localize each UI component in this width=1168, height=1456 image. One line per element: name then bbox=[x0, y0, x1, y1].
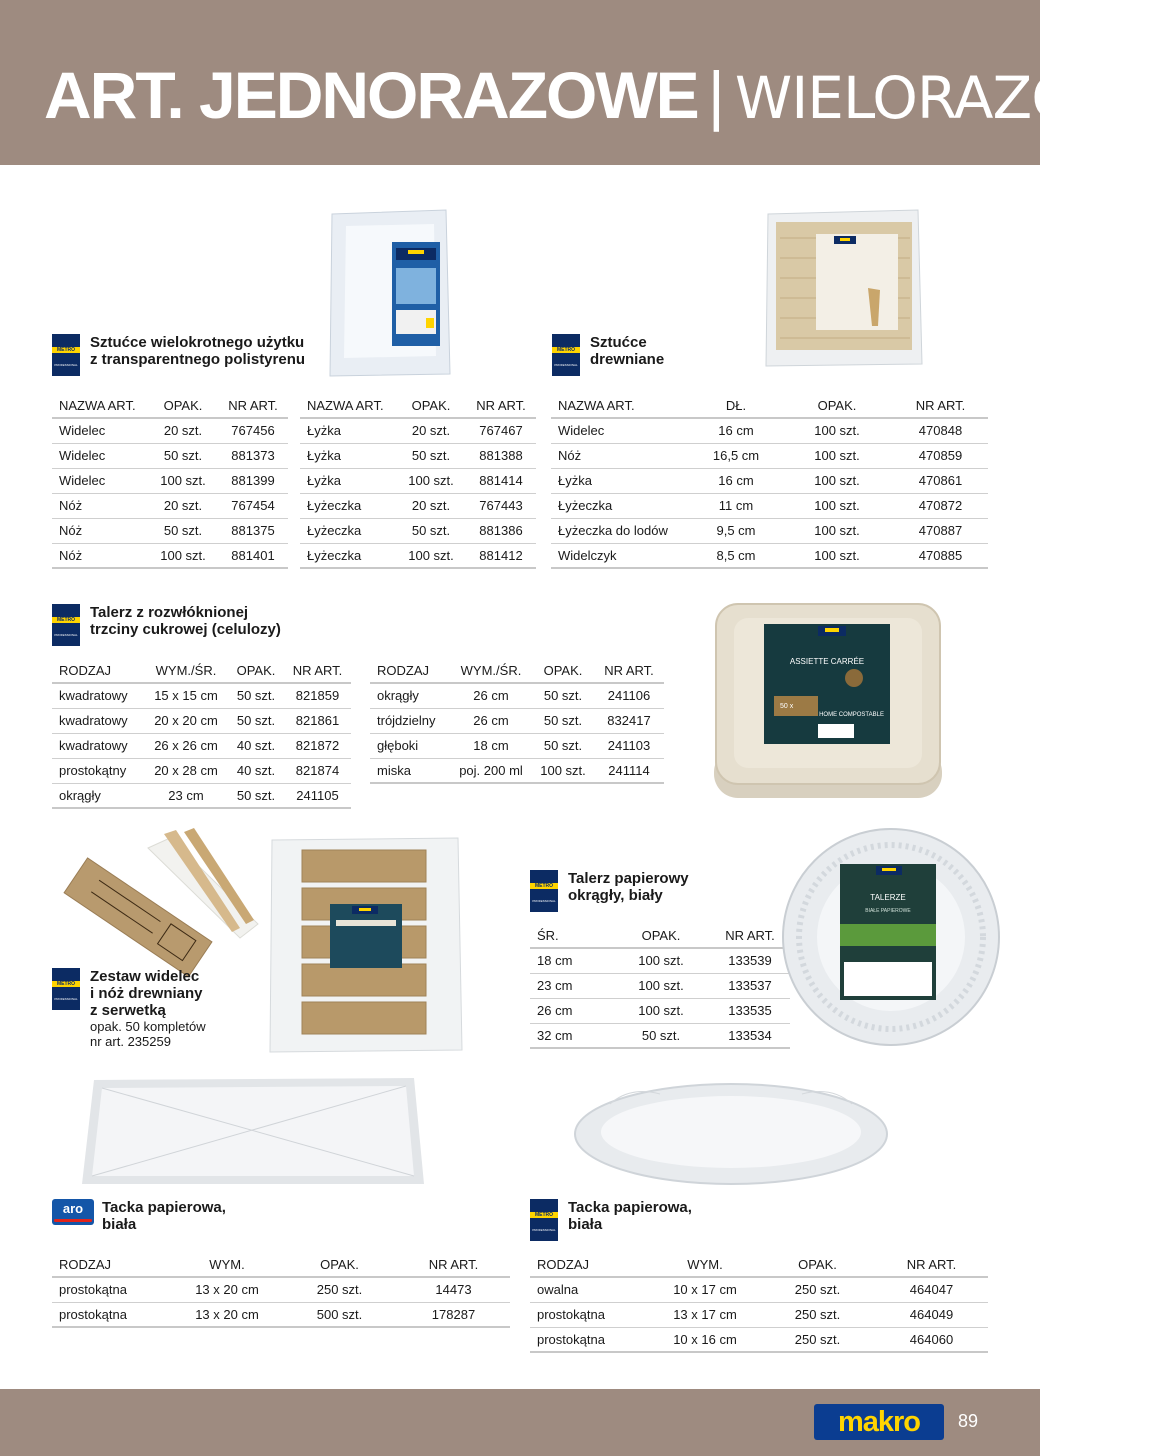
wooden-forks-image bbox=[764, 208, 924, 368]
table-cell: 464047 bbox=[875, 1277, 988, 1302]
table-row bbox=[300, 518, 536, 543]
table-cell: 821861 bbox=[284, 708, 351, 733]
polystyrene-title-line2: z transparentnego polistyrenu bbox=[90, 351, 306, 368]
table-cell: 241114 bbox=[594, 758, 664, 783]
table-cell: 100 szt. bbox=[148, 543, 218, 568]
table-cell: Łyżka bbox=[300, 468, 396, 493]
table-row bbox=[370, 733, 664, 758]
table-cell: 50 szt. bbox=[228, 708, 284, 733]
set-note-pack: opak. 50 kompletów bbox=[90, 1019, 206, 1034]
table-row bbox=[52, 733, 351, 758]
table-row bbox=[52, 683, 351, 708]
sugarcane-title-line1: Talerz z rozwłóknionej bbox=[90, 604, 249, 621]
table-cell: 18 cm bbox=[450, 733, 532, 758]
paper-plate-table bbox=[530, 923, 790, 1049]
table-cell: 832417 bbox=[594, 708, 664, 733]
table-cell: prostokątna bbox=[52, 1302, 172, 1327]
column-header: NAZWA ART. bbox=[300, 393, 396, 418]
column-header: OPAK. bbox=[396, 393, 466, 418]
table-row bbox=[530, 1327, 988, 1352]
table-cell: 178287 bbox=[397, 1302, 510, 1327]
table-cell: 100 szt. bbox=[148, 468, 218, 493]
table-cell: Widelec bbox=[52, 443, 148, 468]
table-row bbox=[551, 493, 988, 518]
column-header: WYM. bbox=[172, 1252, 282, 1277]
table-cell: prostokątny bbox=[52, 758, 144, 783]
table-cell: prostokątna bbox=[530, 1302, 650, 1327]
table-cell: 23 cm bbox=[144, 783, 228, 808]
table-cell: 767467 bbox=[466, 418, 536, 443]
table-cell: 881388 bbox=[466, 443, 536, 468]
table-cell: 881401 bbox=[218, 543, 288, 568]
table-cell: Łyżeczka bbox=[300, 493, 396, 518]
column-header: NR ART. bbox=[466, 393, 536, 418]
set-title-line2: i nóż drewniany bbox=[90, 985, 203, 1002]
column-header: RODZAJ bbox=[530, 1252, 650, 1277]
page-title bbox=[44, 58, 1168, 132]
table-cell: 133534 bbox=[710, 1023, 790, 1048]
table-cell: 16 cm bbox=[691, 468, 781, 493]
table-cell: 100 szt. bbox=[396, 468, 466, 493]
table-row bbox=[370, 683, 664, 708]
polystyrene-title-line1: Sztućce wielokrotnego użytku bbox=[90, 334, 305, 351]
column-header: ŚR. bbox=[530, 923, 612, 948]
table-cell: 464060 bbox=[875, 1327, 988, 1352]
table-row bbox=[52, 783, 351, 808]
table-cell: prostokątna bbox=[530, 1327, 650, 1352]
column-header: OPAK. bbox=[532, 658, 594, 683]
table-cell: 250 szt. bbox=[760, 1302, 875, 1327]
table-row bbox=[52, 468, 288, 493]
table-cell: 16 cm bbox=[691, 418, 781, 443]
wooden-section-head bbox=[552, 334, 664, 376]
table-cell: poj. 200 ml bbox=[450, 758, 532, 783]
column-header: WYM./ŚR. bbox=[144, 658, 228, 683]
table-cell: 250 szt. bbox=[282, 1277, 397, 1302]
metro-logo: METRO PROFESSIONAL bbox=[530, 870, 558, 912]
table-cell: 470859 bbox=[893, 443, 988, 468]
table-cell: prostokątna bbox=[52, 1277, 172, 1302]
table-cell: Łyżeczka bbox=[300, 543, 396, 568]
table-cell: 20 szt. bbox=[148, 493, 218, 518]
column-header: OPAK. bbox=[282, 1252, 397, 1277]
sugarcane-plate-image bbox=[708, 598, 948, 804]
column-header: WYM. bbox=[650, 1252, 760, 1277]
table-cell: 50 szt. bbox=[532, 683, 594, 708]
table-cell: 26 cm bbox=[450, 708, 532, 733]
table-row bbox=[52, 758, 351, 783]
tray-metro-table bbox=[530, 1252, 988, 1353]
table-cell: 881412 bbox=[466, 543, 536, 568]
column-header: OPAK. bbox=[228, 658, 284, 683]
table-row bbox=[530, 1023, 790, 1048]
tray-metro-image bbox=[570, 1074, 892, 1186]
table-cell: 133537 bbox=[710, 973, 790, 998]
table-cell: 11 cm bbox=[691, 493, 781, 518]
table-row bbox=[530, 1302, 988, 1327]
table-row bbox=[530, 948, 790, 973]
column-header: NR ART. bbox=[218, 393, 288, 418]
table-cell: Widelec bbox=[551, 418, 691, 443]
tray-metro-title-line2: biała bbox=[568, 1216, 603, 1233]
table-row bbox=[52, 708, 351, 733]
table-cell: Łyżeczka bbox=[300, 518, 396, 543]
table-cell: 8,5 cm bbox=[691, 543, 781, 568]
table-cell: 881373 bbox=[218, 443, 288, 468]
table-cell: 50 szt. bbox=[148, 443, 218, 468]
set-title-line3: z serwetką bbox=[90, 1002, 166, 1019]
paper-plate-section-head bbox=[530, 870, 689, 912]
paper-plate-package-label: TALERZE bbox=[870, 893, 906, 902]
column-header: NAZWA ART. bbox=[52, 393, 148, 418]
table-row bbox=[52, 418, 288, 443]
table-cell: 50 szt. bbox=[396, 518, 466, 543]
page-title-light: WIELORAZOWE bbox=[734, 64, 1168, 132]
table-cell: 881386 bbox=[466, 518, 536, 543]
column-header: NR ART. bbox=[397, 1252, 510, 1277]
table-cell: głęboki bbox=[370, 733, 450, 758]
wooden-title-line1: Sztućce bbox=[590, 334, 647, 351]
table-cell: 250 szt. bbox=[760, 1277, 875, 1302]
paper-plate-title-line1: Talerz papierowy bbox=[568, 870, 689, 887]
column-header: RODZAJ bbox=[52, 1252, 172, 1277]
table-row bbox=[370, 758, 664, 783]
polystyrene-cutlery-image bbox=[326, 206, 454, 380]
polystyrene-section-head bbox=[52, 334, 305, 376]
tray-aro-image bbox=[76, 1076, 432, 1188]
table-row bbox=[551, 518, 988, 543]
column-header: OPAK. bbox=[612, 923, 710, 948]
table-cell: 20 szt. bbox=[148, 418, 218, 443]
table-cell: 100 szt. bbox=[781, 493, 893, 518]
table-cell: 50 szt. bbox=[396, 443, 466, 468]
column-header: OPAK. bbox=[760, 1252, 875, 1277]
tray-aro-title-line2: biała bbox=[102, 1216, 137, 1233]
table-cell: 100 szt. bbox=[781, 443, 893, 468]
tray-aro-section-head bbox=[52, 1199, 226, 1233]
column-header: NR ART. bbox=[893, 393, 988, 418]
table-cell: kwadratowy bbox=[52, 733, 144, 758]
page-title-bold: ART. JEDNORAZOWE bbox=[44, 58, 698, 132]
table-cell: 241105 bbox=[284, 783, 351, 808]
set-title-line1: Zestaw widelec bbox=[90, 968, 200, 985]
table-cell: 50 szt. bbox=[532, 708, 594, 733]
table-cell: 50 szt. bbox=[148, 518, 218, 543]
paper-plate-title-line2: okrągły, biały bbox=[568, 887, 663, 904]
table-cell: miska bbox=[370, 758, 450, 783]
table-cell: Widelec bbox=[52, 418, 148, 443]
table-cell: Nóż bbox=[52, 493, 148, 518]
table-cell: 470861 bbox=[893, 468, 988, 493]
table-cell: Łyżka bbox=[300, 443, 396, 468]
table-cell: 100 szt. bbox=[781, 518, 893, 543]
column-header: NR ART. bbox=[875, 1252, 988, 1277]
table-cell: 50 szt. bbox=[532, 733, 594, 758]
table-cell: 9,5 cm bbox=[691, 518, 781, 543]
table-cell: 13 x 20 cm bbox=[172, 1277, 282, 1302]
table-cell: 100 szt. bbox=[396, 543, 466, 568]
table-cell: 100 szt. bbox=[532, 758, 594, 783]
table-cell: 133539 bbox=[710, 948, 790, 973]
table-cell: Nóż bbox=[52, 518, 148, 543]
page-number: 89 bbox=[958, 1411, 979, 1431]
tray-metro-title-line1: Tacka papierowa, bbox=[568, 1199, 692, 1216]
table-cell: 470887 bbox=[893, 518, 988, 543]
table-row bbox=[300, 543, 536, 568]
table-cell: 100 szt. bbox=[612, 998, 710, 1023]
table-cell: 10 x 16 cm bbox=[650, 1327, 760, 1352]
table-cell: 881414 bbox=[466, 468, 536, 493]
column-header: NR ART. bbox=[710, 923, 790, 948]
table-cell: Nóż bbox=[551, 443, 691, 468]
table-row bbox=[52, 1302, 510, 1327]
column-header: WYM./ŚR. bbox=[450, 658, 532, 683]
table-cell: 26 cm bbox=[450, 683, 532, 708]
column-header: DŁ. bbox=[691, 393, 781, 418]
table-cell: 500 szt. bbox=[282, 1302, 397, 1327]
sugarcane-table-1 bbox=[52, 658, 351, 809]
table-cell: Widelec bbox=[52, 468, 148, 493]
paper-plate-package-sub: BIAŁE PAPIEROWE bbox=[865, 908, 911, 914]
table-row bbox=[300, 443, 536, 468]
tray-aro-table bbox=[52, 1252, 510, 1328]
table-cell: 18 cm bbox=[530, 948, 612, 973]
column-header: NAZWA ART. bbox=[551, 393, 691, 418]
table-cell: 26 cm bbox=[530, 998, 612, 1023]
metro-logo: METRO PROFESSIONAL bbox=[52, 968, 80, 1010]
table-cell: Łyżeczka bbox=[551, 493, 691, 518]
table-cell: 50 szt. bbox=[228, 783, 284, 808]
polystyrene-table-2 bbox=[300, 393, 536, 569]
table-cell: Widelczyk bbox=[551, 543, 691, 568]
tray-metro-section-head bbox=[530, 1199, 692, 1241]
metro-logo: METRO PROFESSIONAL bbox=[52, 604, 80, 646]
polystyrene-table-1 bbox=[52, 393, 288, 569]
wooden-set-image bbox=[44, 828, 258, 962]
table-cell: Nóż bbox=[52, 543, 148, 568]
paper-plate-image bbox=[780, 826, 1002, 1048]
table-cell: Łyżka bbox=[551, 468, 691, 493]
table-cell: 881375 bbox=[218, 518, 288, 543]
column-header: NR ART. bbox=[594, 658, 664, 683]
table-cell: 50 szt. bbox=[612, 1023, 710, 1048]
table-row bbox=[551, 418, 988, 443]
tray-aro-title-line1: Tacka papierowa, bbox=[102, 1199, 226, 1216]
table-cell: okrągły bbox=[52, 783, 144, 808]
table-row bbox=[52, 543, 288, 568]
table-row bbox=[551, 443, 988, 468]
table-row bbox=[370, 708, 664, 733]
column-header: OPAK. bbox=[148, 393, 218, 418]
table-cell: 100 szt. bbox=[781, 543, 893, 568]
set-section-head bbox=[52, 968, 206, 1049]
table-cell: 821859 bbox=[284, 683, 351, 708]
table-cell: 40 szt. bbox=[228, 733, 284, 758]
table-cell: 821872 bbox=[284, 733, 351, 758]
table-cell: 100 szt. bbox=[612, 973, 710, 998]
metro-logo: METRO PROFESSIONAL bbox=[552, 334, 580, 376]
table-cell: 767456 bbox=[218, 418, 288, 443]
table-cell: Łyżeczka do lodów bbox=[551, 518, 691, 543]
table-cell: 14473 bbox=[397, 1277, 510, 1302]
table-cell: 100 szt. bbox=[781, 468, 893, 493]
table-row bbox=[300, 418, 536, 443]
table-cell: trójdzielny bbox=[370, 708, 450, 733]
column-header: OPAK. bbox=[781, 393, 893, 418]
table-cell: 241103 bbox=[594, 733, 664, 758]
metro-logo: METRO PROFESSIONAL bbox=[52, 334, 80, 376]
table-cell: okrągły bbox=[370, 683, 450, 708]
table-cell: 133535 bbox=[710, 998, 790, 1023]
table-row bbox=[551, 543, 988, 568]
table-cell: 881399 bbox=[218, 468, 288, 493]
sugarcane-package-qty: 50 x bbox=[780, 703, 794, 710]
wooden-table bbox=[551, 393, 988, 569]
sugarcane-title-line2: trzciny cukrowej (celulozy) bbox=[90, 621, 281, 638]
table-row bbox=[52, 518, 288, 543]
sugarcane-package-compost: HOME COMPOSTABLE bbox=[819, 712, 884, 718]
table-row bbox=[530, 998, 790, 1023]
sugarcane-table-2 bbox=[370, 658, 664, 784]
table-cell: 13 x 17 cm bbox=[650, 1302, 760, 1327]
table-cell: 767454 bbox=[218, 493, 288, 518]
column-header: RODZAJ bbox=[370, 658, 450, 683]
table-cell: 250 szt. bbox=[760, 1327, 875, 1352]
table-row bbox=[52, 1277, 510, 1302]
table-cell: 16,5 cm bbox=[691, 443, 781, 468]
table-cell: 13 x 20 cm bbox=[172, 1302, 282, 1327]
table-cell: 470872 bbox=[893, 493, 988, 518]
table-cell: Łyżka bbox=[300, 418, 396, 443]
table-cell: 100 szt. bbox=[781, 418, 893, 443]
page-title-separator: | bbox=[707, 58, 725, 132]
table-cell: 821874 bbox=[284, 758, 351, 783]
table-row bbox=[300, 468, 536, 493]
table-cell: 100 szt. bbox=[612, 948, 710, 973]
table-row bbox=[300, 493, 536, 518]
table-cell: 32 cm bbox=[530, 1023, 612, 1048]
table-cell: 241106 bbox=[594, 683, 664, 708]
table-cell: 50 szt. bbox=[228, 683, 284, 708]
table-cell: 23 cm bbox=[530, 973, 612, 998]
table-row bbox=[551, 468, 988, 493]
table-row bbox=[530, 1277, 988, 1302]
sugarcane-package-label: ASSIETTE CARRÉE bbox=[789, 657, 865, 666]
table-cell: 15 x 15 cm bbox=[144, 683, 228, 708]
column-header: RODZAJ bbox=[52, 658, 144, 683]
table-cell: 470848 bbox=[893, 418, 988, 443]
table-cell: 10 x 17 cm bbox=[650, 1277, 760, 1302]
table-cell: 20 szt. bbox=[396, 493, 466, 518]
set-note-article: nr art. 235259 bbox=[90, 1034, 171, 1049]
aro-logo: aro bbox=[52, 1199, 94, 1225]
table-cell: 767443 bbox=[466, 493, 536, 518]
table-cell: kwadratowy bbox=[52, 683, 144, 708]
wooden-set-pack-image bbox=[268, 836, 464, 1054]
sugarcane-section-head bbox=[52, 604, 281, 646]
table-row bbox=[530, 973, 790, 998]
table-cell: 20 x 28 cm bbox=[144, 758, 228, 783]
table-cell: 40 szt. bbox=[228, 758, 284, 783]
makro-logo: makro bbox=[814, 1404, 944, 1440]
column-header: NR ART. bbox=[284, 658, 351, 683]
metro-logo: METRO PROFESSIONAL bbox=[530, 1199, 558, 1241]
table-cell: kwadratowy bbox=[52, 708, 144, 733]
table-cell: 26 x 26 cm bbox=[144, 733, 228, 758]
table-cell: 20 x 20 cm bbox=[144, 708, 228, 733]
table-row bbox=[52, 493, 288, 518]
table-cell: 464049 bbox=[875, 1302, 988, 1327]
table-cell: owalna bbox=[530, 1277, 650, 1302]
table-cell: 470885 bbox=[893, 543, 988, 568]
table-cell: 20 szt. bbox=[396, 418, 466, 443]
table-row bbox=[52, 443, 288, 468]
wooden-title-line2: drewniane bbox=[590, 351, 665, 368]
